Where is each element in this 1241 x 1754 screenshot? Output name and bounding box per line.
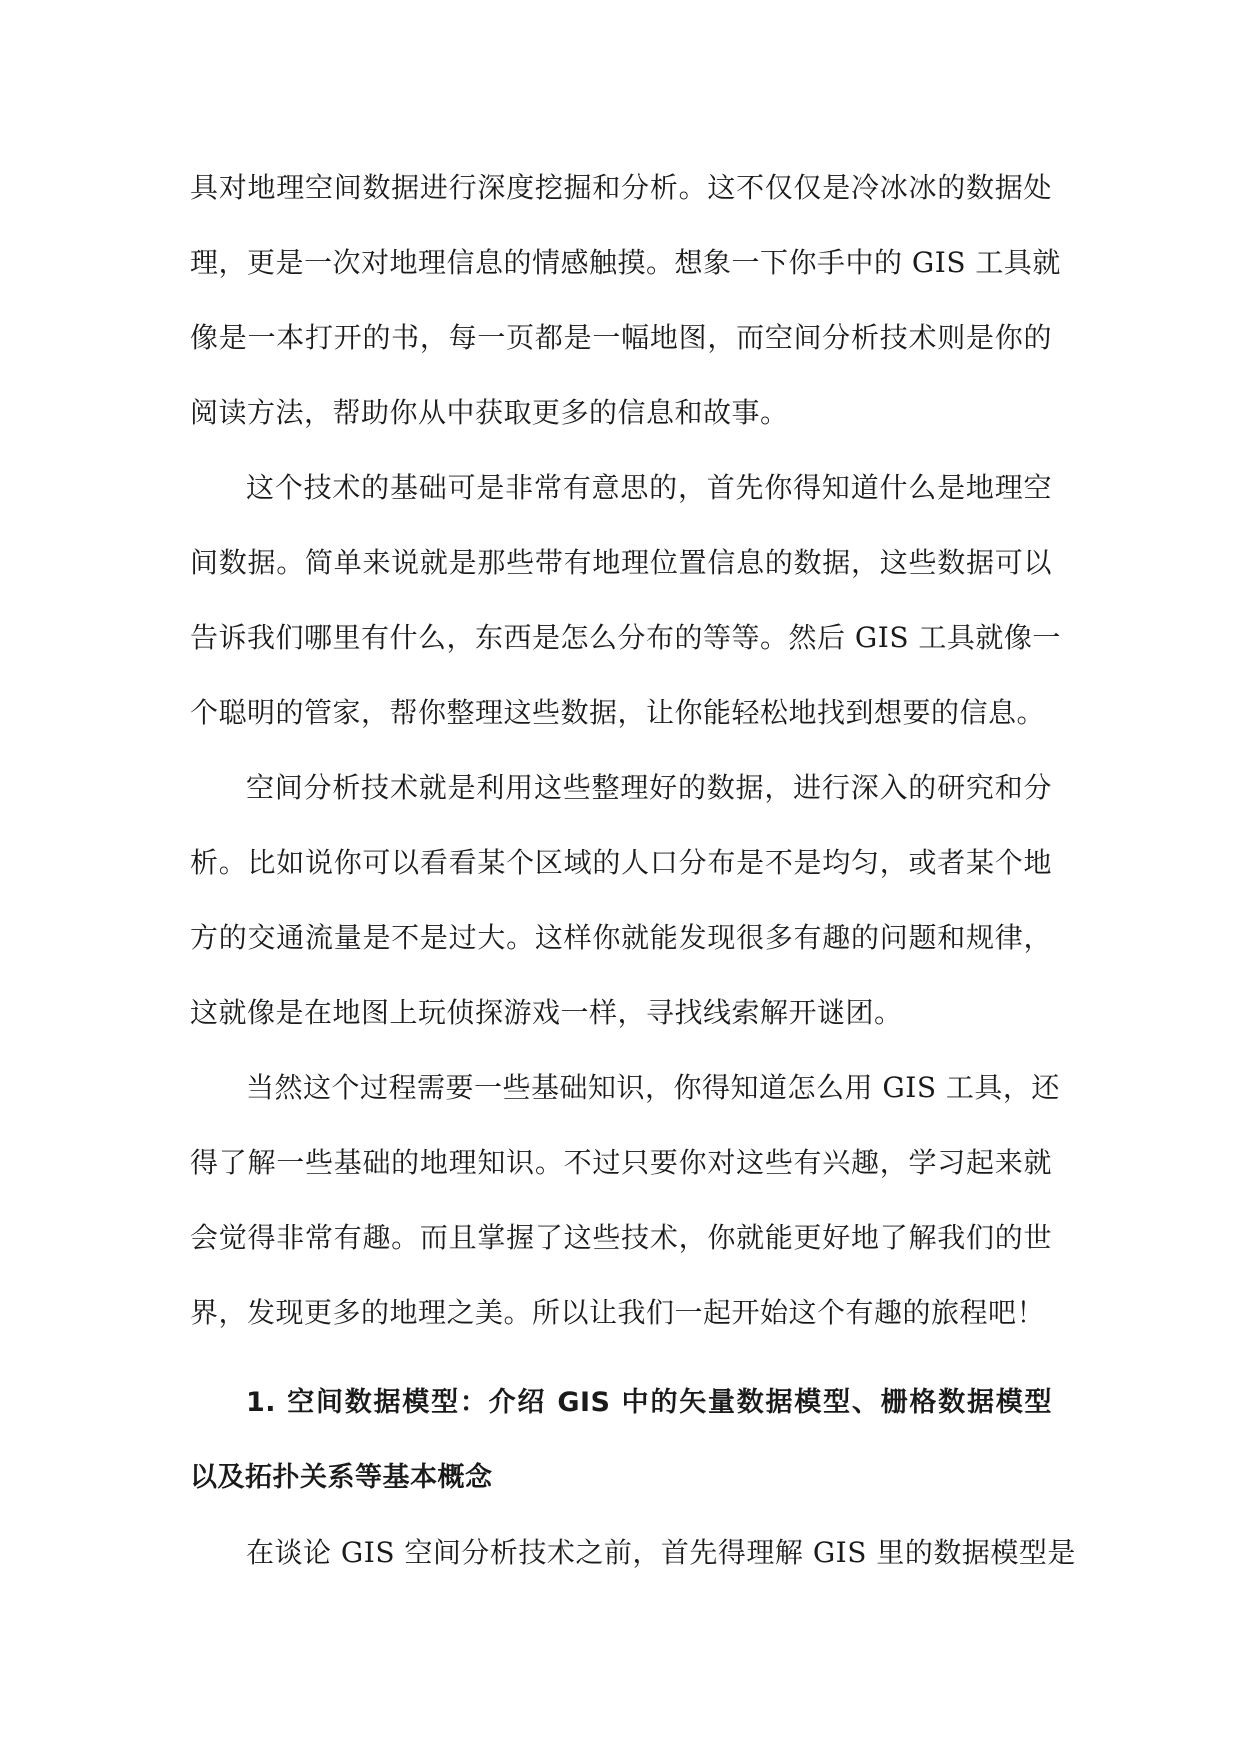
paragraph-line: 界，发现更多的地理之美。所以让我们一起开始这个有趣的旅程吧！	[190, 1296, 1046, 1329]
paragraph-line: 方的交通流量是不是过大。这样你就能发现很多有趣的问题和规律，	[190, 921, 1052, 954]
paragraph-line: 个聪明的管家，帮你整理这些数据，让你能轻松地找到想要的信息。	[190, 696, 1046, 729]
paragraph-4	[190, 1050, 1060, 1350]
paragraph-2	[190, 450, 1061, 750]
section-heading	[190, 1365, 1052, 1515]
paragraph-line: 具对地理空间数据进行深度挖掘和分析。这不仅仅是冷冰冰的数据处	[190, 171, 1052, 204]
paragraph-line: 析。比如说你可以看看某个区域的人口分布是不是均匀，或者某个地	[190, 846, 1052, 879]
paragraph-line: 这就像是在地图上玩侦探游戏一样，寻找线索解开谜团。	[190, 996, 903, 1029]
document-page	[190, 150, 1076, 1590]
paragraph-line: 阅读方法，帮助你从中获取更多的信息和故事。	[190, 396, 789, 429]
paragraph-3	[190, 750, 1052, 1050]
paragraph-line: 告诉我们哪里有什么，东西是怎么分布的等等。然后 GIS 工具就像一	[190, 621, 1061, 654]
paragraph-line: 间数据。简单来说就是那些带有地理位置信息的数据，这些数据可以	[190, 546, 1052, 579]
paragraph-line: 会觉得非常有趣。而且掌握了这些技术，你就能更好地了解我们的世	[190, 1221, 1052, 1254]
paragraph-5	[190, 1515, 1076, 1590]
paragraph-line: 在谈论 GIS 空间分析技术之前，首先得理解 GIS 里的数据模型是	[246, 1536, 1076, 1569]
paragraph-line: 理，更是一次对地理信息的情感触摸。想象一下你手中的 GIS 工具就	[190, 246, 1061, 279]
heading-line: 1. 空间数据模型：介绍 GIS 中的矢量数据模型、栅格数据模型	[246, 1387, 1052, 1418]
paragraph-line: 空间分析技术就是利用这些整理好的数据，进行深入的研究和分	[246, 771, 1052, 804]
paragraph-1	[190, 150, 1061, 450]
paragraph-line: 当然这个过程需要一些基础知识，你得知道怎么用 GIS 工具，还	[246, 1071, 1060, 1104]
paragraph-line: 像是一本打开的书，每一页都是一幅地图，而空间分析技术则是你的	[190, 321, 1052, 354]
paragraph-line: 这个技术的基础可是非常有意思的，首先你得知道什么是地理空	[246, 471, 1052, 504]
paragraph-line: 得了解一些基础的地理知识。不过只要你对这些有兴趣，学习起来就	[190, 1146, 1052, 1179]
heading-line: 以及拓扑关系等基本概念	[190, 1462, 493, 1493]
